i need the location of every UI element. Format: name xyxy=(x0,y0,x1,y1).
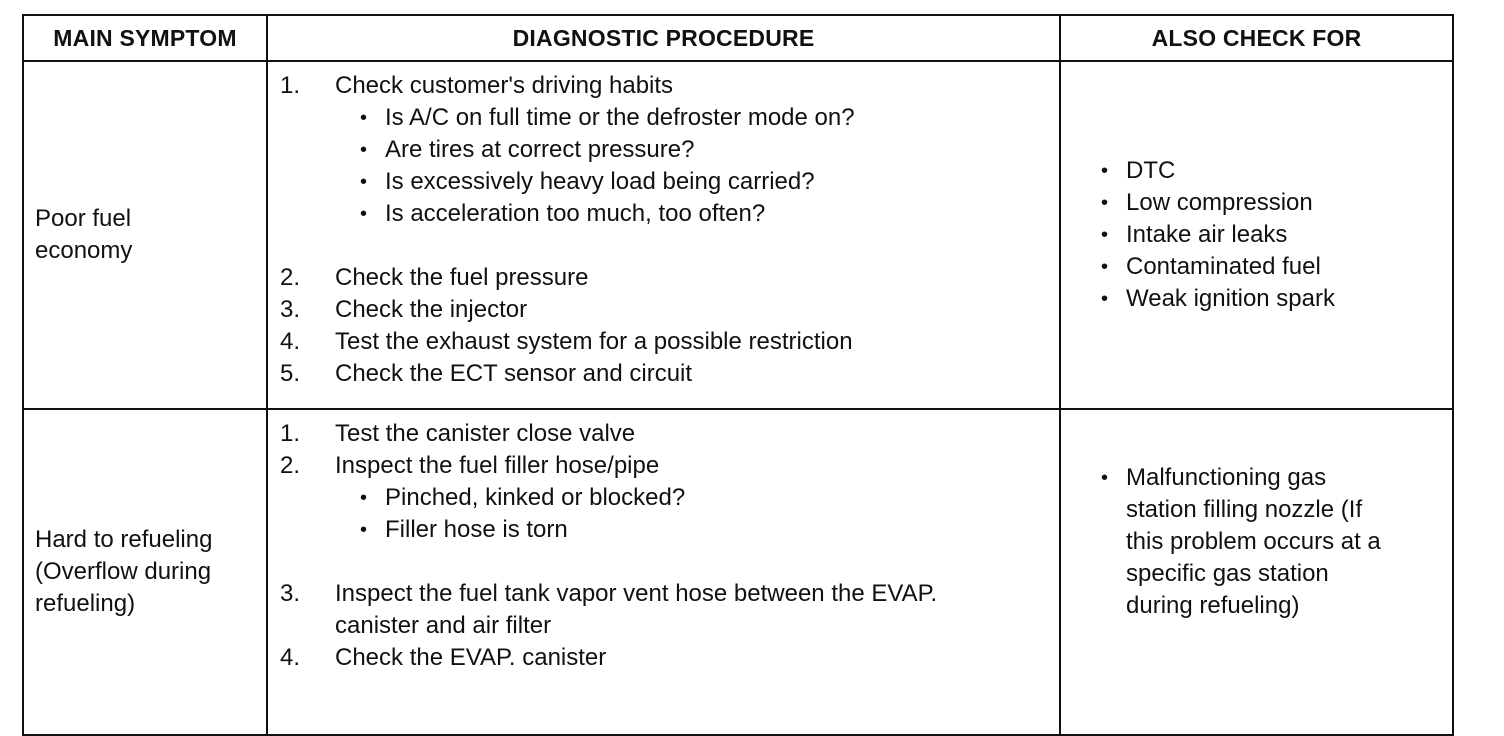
step-text: Check the EVAP. canister xyxy=(335,644,607,671)
sub-check-item: • Is A/C on full time or the defroster mode on? xyxy=(360,102,1049,134)
step-number: 1. xyxy=(280,420,301,447)
step-text: Check customer's driving habits xyxy=(335,72,674,99)
procedure-step xyxy=(280,358,1049,390)
sub-check-list xyxy=(280,482,1049,546)
procedure-step xyxy=(280,578,1049,642)
header-main-symptom: MAIN SYMPTOM xyxy=(23,15,267,61)
step-number: 2. xyxy=(280,452,301,479)
symptom-cell xyxy=(23,61,267,409)
also-check-item: • Low compression xyxy=(1101,187,1442,219)
header-row xyxy=(23,15,1453,61)
also-check-list xyxy=(1101,155,1442,315)
also-check-list xyxy=(1101,462,1401,622)
procedure-step xyxy=(280,294,1049,326)
also-check-item: • Contaminated fuel xyxy=(1101,251,1442,283)
also-check-item: • Malfunctioning gas station filling nozzle (If this problem occurs at a specific gas station during refueling) xyxy=(1101,462,1401,622)
procedure-cell xyxy=(267,61,1060,409)
sub-check-item: • Filler hose is torn xyxy=(360,514,1049,546)
step-text: Inspect the fuel filler hose/pipe xyxy=(335,452,660,479)
sub-check-item: • Is excessively heavy load being carried? xyxy=(360,166,1049,198)
sub-check-item: • Pinched, kinked or blocked? xyxy=(360,482,1049,514)
sub-check-item: • Is acceleration too much, too often? xyxy=(360,198,1049,230)
also-check-item: • Weak ignition spark xyxy=(1101,283,1442,315)
sub-check-item: • Are tires at correct pressure? xyxy=(360,134,1049,166)
also-check-cell xyxy=(1060,409,1453,735)
also-check-item: • Intake air leaks xyxy=(1101,219,1442,251)
also-check-item: • DTC xyxy=(1101,155,1442,187)
table-row xyxy=(23,409,1453,735)
procedure-cell xyxy=(267,409,1060,735)
step-number: 4. xyxy=(280,328,301,355)
procedure-step xyxy=(280,418,1049,450)
procedure-step xyxy=(280,642,1049,674)
also-check-cell xyxy=(1060,61,1453,409)
step-number: 3. xyxy=(280,296,301,323)
step-text: Check the fuel pressure xyxy=(335,264,589,291)
step-text: Check the ECT sensor and circuit xyxy=(335,360,693,387)
symptom-cell xyxy=(23,409,267,735)
step-text: Inspect the fuel tank vapor vent hose between the EVAP. canister and air filter xyxy=(335,580,938,639)
step-text: Test the canister close valve xyxy=(335,420,636,447)
step-number: 4. xyxy=(280,644,301,671)
step-text: Test the exhaust system for a possible restriction xyxy=(335,328,853,355)
symptom-text: Hard to refueling (Overflow during refueling) xyxy=(35,526,213,617)
sub-check-list xyxy=(280,102,1049,230)
procedure-step xyxy=(280,262,1049,294)
procedure-step xyxy=(280,326,1049,358)
procedure-step xyxy=(280,70,1049,102)
header-diagnostic-procedure: DIAGNOSTIC PROCEDURE xyxy=(267,15,1060,61)
header-also-check-for: ALSO CHECK FOR xyxy=(1060,15,1453,61)
step-number: 3. xyxy=(280,580,301,607)
step-number: 1. xyxy=(280,72,301,99)
step-number: 5. xyxy=(280,360,301,387)
table-row xyxy=(23,61,1453,409)
step-text: Check the injector xyxy=(335,296,528,323)
step-number: 2. xyxy=(280,264,301,291)
symptom-text: Poor fuel economy xyxy=(35,205,133,264)
diagnostic-table xyxy=(22,14,1454,736)
procedure-step xyxy=(280,450,1049,482)
